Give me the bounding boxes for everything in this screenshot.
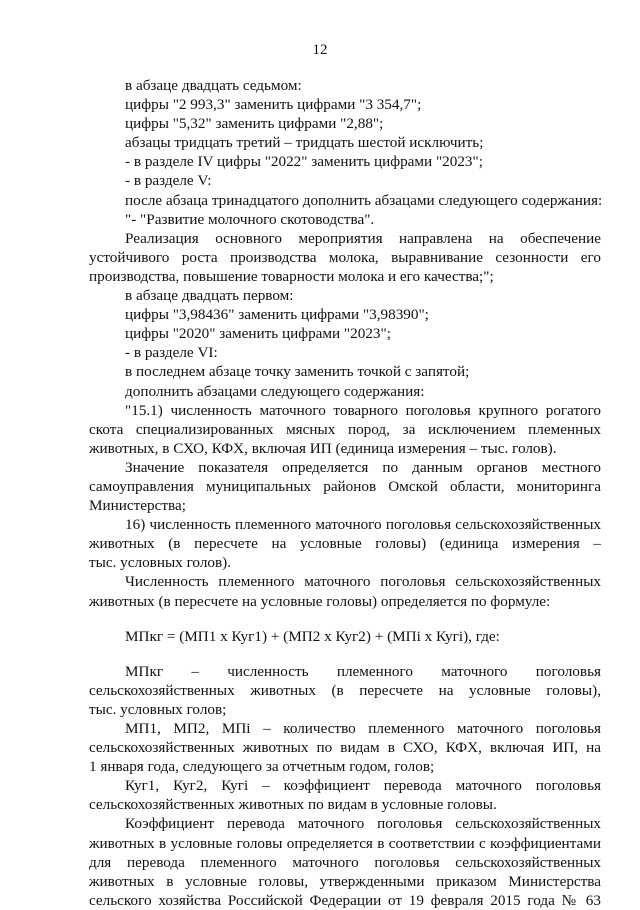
paragraph-line: 16) численность племенного маточного поголовья сельскохозяйственных bbox=[125, 516, 601, 534]
paragraph-line: сельскохозяйственных животных по видам в СХО, КФХ, включая ИП, на bbox=[89, 739, 601, 757]
paragraph-line: сельскохозяйственных животных (в пересчете на условные головы), bbox=[89, 681, 601, 699]
paragraph-line: самоуправления муниципальных районов Омской области, мониторинга bbox=[89, 477, 601, 495]
formula: МПкг = (МП1 x Куг1) + (МП2 x Куг2) + (МПi x Кугi), где: bbox=[125, 627, 500, 645]
paragraph-line: Реализация основного мероприятия направлена на обеспечение bbox=[125, 229, 601, 247]
paragraph-line: сельскохозяйственных животных по видам в условные головы. bbox=[89, 796, 497, 814]
paragraph-line: МПкг – численность племенного маточного поголовья bbox=[125, 662, 601, 680]
paragraph-line: животных (в пересчете на условные головы) (единица измерения – bbox=[89, 535, 601, 553]
paragraph-line: 1 января года, следующего за отчетным годом, голов; bbox=[89, 758, 435, 776]
paragraph-line: тыс. условных голов; bbox=[89, 700, 227, 718]
paragraph-line: после абзаца тринадцатого дополнить абзацами следующего содержания: bbox=[125, 191, 603, 209]
page-number: 12 bbox=[312, 42, 328, 58]
paragraph-line: в последнем абзаце точку заменить точкой с запятой; bbox=[125, 363, 470, 381]
paragraph-line: скота специализированных мясных пород, за исключением племенных bbox=[89, 420, 601, 438]
paragraph-line: сельского хозяйства Российской Федерации от 19 февраля 2015 года № 63 bbox=[89, 891, 601, 909]
paragraph-line: Численность племенного маточного поголовья сельскохозяйственных bbox=[125, 573, 601, 591]
paragraph-line: животных в условные головы, утвержденными приказом Министерства bbox=[89, 872, 601, 890]
paragraph-line: - в разделе IV цифры "2022" заменить цифрами "2023"; bbox=[125, 153, 483, 171]
paragraph-line: цифры "2020" заменить цифрами "2023"; bbox=[125, 325, 391, 343]
paragraph-line: для перевода племенного маточного поголовья сельскохозяйственных bbox=[89, 853, 601, 871]
paragraph-line: цифры "2 993,3" заменить цифрами "3 354,7"; bbox=[125, 96, 422, 114]
paragraph-line: - в разделе VI: bbox=[125, 344, 218, 362]
paragraph-line: - в разделе V: bbox=[125, 172, 212, 190]
paragraph-line: "15.1) численность маточного товарного поголовья крупного рогатого bbox=[125, 401, 601, 419]
paragraph-line: цифры "5,32" заменить цифрами "2,88"; bbox=[125, 115, 384, 133]
paragraph-line: Министерства; bbox=[89, 497, 186, 515]
paragraph-line: животных, в СХО, КФХ, включая ИП (единица измерения – тыс. голов). bbox=[89, 439, 557, 457]
paragraph-line: производства, повышение товарности молока и его качества;"; bbox=[89, 267, 494, 285]
paragraph-line: животных в условные головы определяется в соответствии с коэффициентами bbox=[89, 834, 601, 852]
paragraph-line: МП1, МП2, МПi – количество племенного маточного поголовья bbox=[125, 720, 601, 737]
document-body bbox=[89, 76, 601, 910]
paragraph-line: дополнить абзацами следующего содержания: bbox=[125, 382, 425, 400]
paragraph-line: устойчивого роста производства молока, выравнивание сезонности его bbox=[89, 248, 601, 266]
paragraph-line: Куг1, Куг2, Кугi – коэффициент перевода маточного поголовья bbox=[125, 777, 601, 795]
paragraph-line: животных (в пересчете на условные головы) определяется по формуле: bbox=[89, 592, 551, 610]
paragraph-line: тыс. условных голов). bbox=[89, 554, 232, 572]
paragraph-line: Значение показателя определяется по данным органов местного bbox=[125, 458, 601, 476]
paragraph-line: "- "Развитие молочного скотоводства". bbox=[125, 210, 375, 228]
paragraph-line: Коэффициент перевода маточного поголовья сельскохозяйственных bbox=[125, 815, 601, 833]
paragraph-line: абзацы тридцать третий – тридцать шестой исключить; bbox=[125, 134, 484, 152]
paragraph-line: в абзаце двадцать первом: bbox=[125, 287, 294, 305]
paragraph-line: в абзаце двадцать седьмом: bbox=[125, 77, 302, 94]
paragraph-line: цифры "3,98436" заменить цифрами "3,98390"; bbox=[125, 306, 429, 324]
